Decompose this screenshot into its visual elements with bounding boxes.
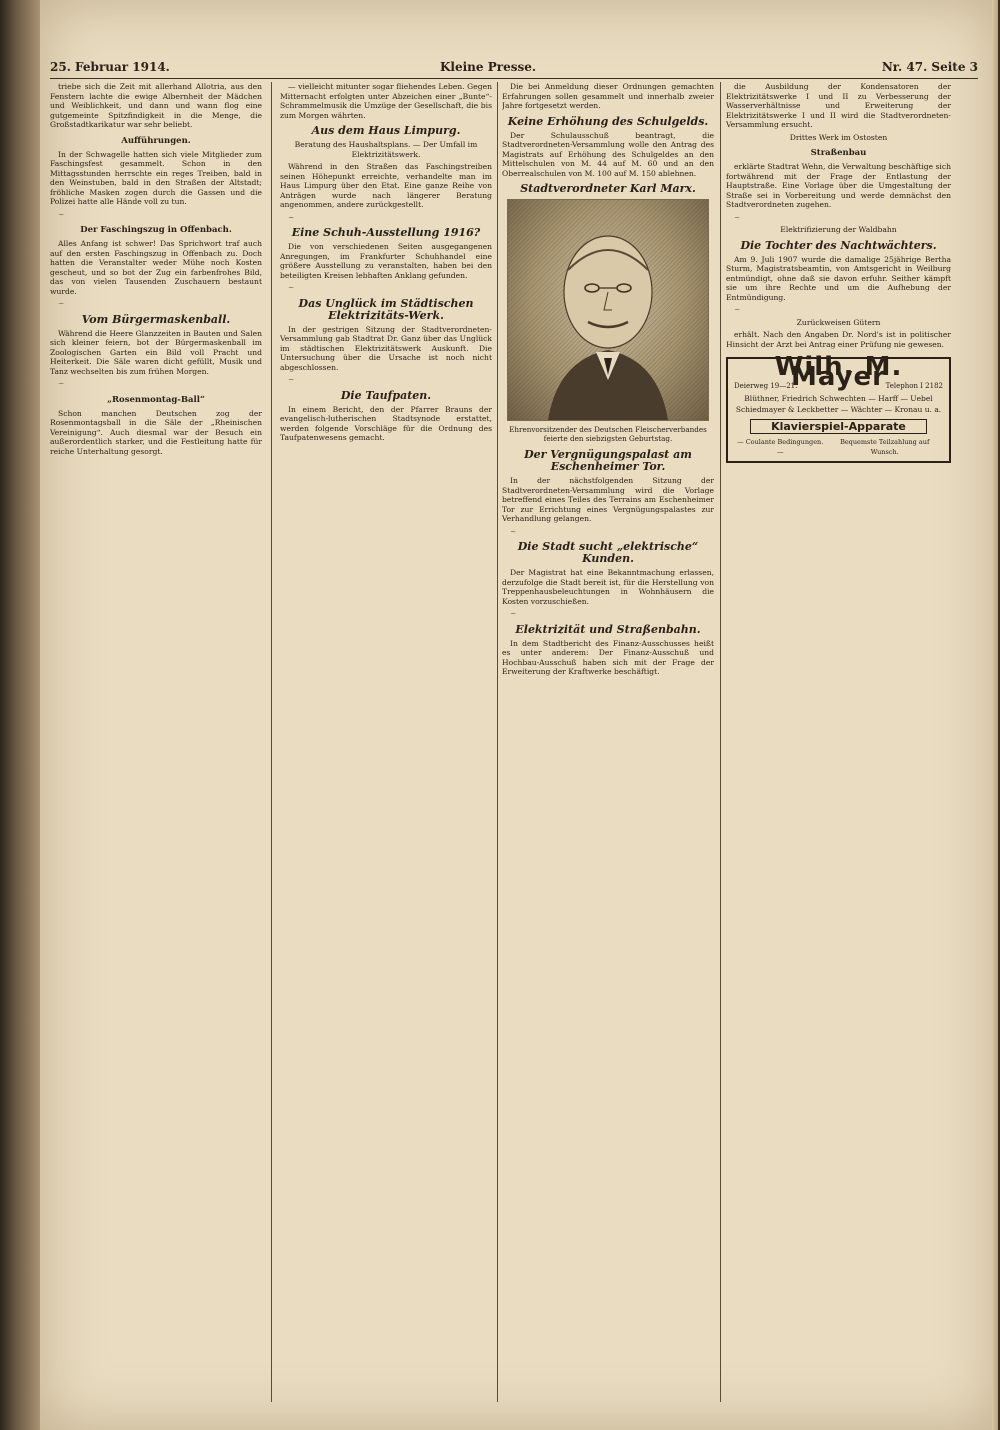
article-heading: Das Unglück im Städtischen Elektrizitäts-Werk. — [298, 296, 474, 322]
issue-date: 25. Februar 1914. — [50, 60, 170, 74]
article-heading: Aus dem Haus Limpurg. — [311, 124, 461, 137]
article-heading: „Rosenmontag-Ball“ — [107, 394, 205, 405]
article-text: In der Schwagelle hatten sich viele Mitglieder zum Faschingsfest gesammelt. Schon in den Mittagsstunden herrschte ein reges Treiben, bald in den Weinstuben, bald in den Straßen der Altstadt; fröhliche Masken zogen durch die Gassen und die Polizei hatte alle Hände voll zu tun. — [50, 149, 262, 206]
ad-payment: Bequemste Teilzahlung auf Wunsch. — [840, 438, 930, 456]
article-heading: Elektrizität und Straßenbahn. — [515, 622, 701, 636]
column-rule — [271, 82, 272, 1402]
paper-title: Kleine Presse. — [440, 60, 537, 74]
article-heading: Die Tochter des Nachtwächters. — [740, 238, 937, 252]
article-text: die Ausbildung der Kondensatoren der Elektrizitätswerke I und II zu Verbesserung der Wasserverhältnisse und Erweiterung der Elektrizitätswerke I und II wird die Stadtverordneten-Versammlung ersucht. — [726, 82, 951, 129]
article-heading: Die Stadt sucht „elektrische“ Kunden. — [517, 540, 699, 565]
article-text: Die von verschiedenen Seiten ausgegangenen Anregungen, im Frankfurter Schuhhandel eine größere Ausstellung zu veranstalten, haben bei den beteiligten Kreisen lebhaften Anklang gefunden. — [280, 242, 492, 280]
column-rule — [720, 82, 721, 1402]
article-text: In der nächstfolgenden Sitzung der Stadtverordneten-Versammlung wird die Vorlage betreffend eines Teiles des Terrains am Eschenheimer Tor zur Errichtung eines Vergnügungspalastes zur Verhandlung gelangen. — [502, 476, 714, 523]
ad-phone: Telephon I 2182 — [885, 382, 943, 390]
ad-brands-2: Schiedmayer & Leckbetter — Wächter — Kronau u. a. — [735, 405, 942, 414]
ad-company-name: Wilh. M. Mayer — [774, 352, 903, 392]
article-heading: Eine Schuh-Ausstellung 1916? — [291, 226, 481, 239]
article-text: Während in den Straßen das Faschingstreiben seinen Höhepunkt erreichte, verhandelte man im Haus Limpurg über den Etat. Eine ganze Reihe von Anträgen wurde nach längerer Beratung angenommen, andere zurückgestellt. — [280, 162, 492, 209]
article-heading: Die Taufpaten. — [340, 388, 432, 402]
ad-product-box: Klavierspiel-Apparate — [750, 419, 927, 435]
column-2: — vielleicht mitunter sogar fliehendes Leben. Gegen Mitternacht erfolgten unter Abzeichen einer „Bunte“-Schrammelmusik die Umzüge der Gesellschaft, die bis zum Morgen währten. Aus dem Haus Limpurg. Beratung des Haushaltsplans. — Der Umfall im Elektrizitätswerk. Während in den Straßen das Faschingstreiben seinen Höhepunkt erreichte, verhandelte man im Haus Limpurg über den Etat. Eine ganze Reihe von Anträgen wurde nach längerer Beratung angenommen, andere zurückgestellt. ~ Eine Schuh-Ausstellung 1916? Die von verschiedenen Seiten ausgegangenen Anregungen, im Frankfurter Schuhhandel eine größere Ausstellung zu veranstalten, haben bei den beteiligten Kreisen lebhaften Anklang gefunden. ~ Das Unglück im Städtischen Elektrizitäts-Werk. In der gestrigen Sitzung der Stadtverordneten-Versammlung gab Stadtrat Dr. Ganz über das Unglück im städtischen Elektrizitätswerk Auskunft. Die Untersuchung über die Ursache ist noch nicht abgeschlossen. ~ Die Taufpaten. In einem Bericht, den der Pfarrer Brauns der evangelisch-lutherischen Stadtsynode erstattet, werden folgende Vorschläge für die Ordnung des Taufpatenwesens gemacht. — [280, 82, 492, 442]
ad-terms: — Coulante Bedingungen. — — [737, 438, 824, 456]
article-text: Am 9. Juli 1907 wurde die damalige 25jährige Bertha Sturm, Magistratsbeamtin, von Amtsgericht in Weilburg entmündigt, ohne daß sie davon erfuhr. Seither kämpft sie um ihre Rechte und um die Aufhebung der Entmündigung. — [726, 254, 951, 302]
article-text: Der Schulausschuß beantragt, die Stadtverordneten-Versammlung wolle den Antrag des Magistrats auf Erhöhung des Schulgeldes an den Mittelschulen von M. 44 auf M. 60 und an den Oberrealschulen von M. 100 auf M. 150 ablehnen. — [502, 130, 714, 178]
article-text: In einem Bericht, den der Pfarrer Brauns der evangelisch-lutherischen Stadtsynode erstattet, werden folgende Vorschläge für die Ordnung des Taufpatenwesens gemacht. — [280, 404, 492, 442]
article-text: Alles Anfang ist schwer! Das Sprichwort traf auch auf den ersten Faschingszug in Offenbach zu. Doch hatten die Veranstalter weder Mühe noch Kosten gescheut, und so bot der Zug ein farbenfrohes Bild, das von vielen Tausenden Zuschauern bestaunt wurde. — [50, 239, 262, 296]
newspaper-page — [40, 0, 998, 1430]
page-header — [50, 58, 978, 79]
article-heading: Keine Erhöhung des Schulgelds. — [507, 114, 709, 128]
article-text: Die bei Anmeldung dieser Ordnungen gemachten Erfahrungen sollen gesammelt und innerhalb zweier Jahre fortgesetzt werden. — [502, 82, 714, 110]
article-text: — vielleicht mitunter sogar fliehendes Leben. Gegen Mitternacht erfolgten unter Abzeichen einer „Bunte“-Schrammelmusik die Umzüge der Gesellschaft, die bis zum Morgen währten. — [280, 82, 492, 120]
column-3: Die bei Anmeldung dieser Ordnungen gemachten Erfahrungen sollen gesammelt und innerhalb zweier Jahre fortgesetzt werden. Keine Erhöhung des Schulgelds. Der Schulausschuß beantragt, die Stadtverordneten-Versammlung wolle den Antrag des Magistrats auf Erhöhung des Schulgeldes an den Mittelschulen von M. 44 auf M. 60 und an den Oberrealschulen von M. 100 auf M. 150 ablehnen. Stadtverordneter Karl Marx. Ehrenvorsitzender des Deutschen Fleischerverbandes feierte den siebzigsten Geburtstag. Der Vergnügungspalast am Eschenheimer Tor. In der nächstfolgenden Sitzung der Stadtverordneten-Versammlung wird die Vorlage betreffend eines Teiles des Terrains am Eschenheimer Tor zur Errichtung eines Vergnügungspalastes zur Verhandlung gelangen. ~ Die Stadt sucht „elektrische“ Kunden. Der Magistrat hat eine Bekanntmachung erlassen, derzufolge die Stadt bereit ist, für die Herstellung von Treppenhausbeleuchtungen in Wohnhäusern die Kosten vorzuschießen. ~ Elektrizität und Straßenbahn. In dem Stadtbericht des Finanz-Ausschusses heißt es unter anderem: Der Finanz-Ausschuß und Hochbau-Ausschuß haben sich mit der Frage der Erweiterung der Kraftwerke beschäftigt. — [502, 82, 714, 676]
article-heading: Stadtverordneter Karl Marx. — [520, 182, 696, 195]
ad-address: Deierweg 19—21. — [734, 382, 798, 390]
book-binding — [0, 0, 40, 1430]
article-text: Während die Heere Glanzzeiten in Bauten und Salen sich kleiner feiern, bot der Bürgermaskenball im Zoologischen Garten ein Bild voll Pracht und Heiterkeit. Die Säle waren dicht gefüllt, Musik und Tanz wechselten bis zum frühen Morgen. — [50, 328, 262, 376]
article-heading: Vom Bürgermaskenball. — [81, 312, 231, 326]
ad-brands: Blüthner, Friedrich Schwechten — Harff — Uebel — [744, 393, 933, 403]
issue-number: Nr. 47. Seite 3 — [881, 60, 978, 74]
article-text: In der gestrigen Sitzung der Stadtverordneten-Versammlung gab Stadtrat Dr. Ganz über das Unglück im städtischen Elektrizitätswerk Auskunft. Die Untersuchung über die Ursache ist noch nicht abgeschlossen. — [280, 324, 492, 372]
portrait-image — [507, 199, 709, 421]
article-text: Der Magistrat hat eine Bekanntmachung erlassen, derzufolge die Stadt bereit ist, für die Herstellung von Treppenhausbeleuchtungen in Wohnhäusern die Kosten vorzuschießen. — [502, 568, 714, 606]
article-subheading: Drittes Werk im Ostosten — [789, 132, 888, 142]
article-heading: Straßenbau — [810, 148, 867, 158]
portrait-caption: Ehrenvorsitzender des Deutschen Fleischerverbandes feierte den siebzigsten Geburtstag. — [509, 425, 707, 443]
article-text: triebe sich die Zeit mit allerhand Allotria, aus den Fenstern lachte die ewige Albernheit der Mädchen und Weiblichkeit, und dann und wann flog eine gutgemeinte Spitzfindigkeit in die Menge, die Großstadtkarikatur war sehr beliebt. — [50, 82, 262, 129]
article-text: erklärte Stadtrat Wehn, die Verwaltung beschäftige sich fortwährend mit der Frage der Entlastung der Hauptstraße. Eine Vorlage über die Umgestaltung der Straße sei in Vorbereitung und werde demnächst den Stadtverordneten zugehen. — [726, 162, 951, 209]
column-1: triebe sich die Zeit mit allerhand Allotria, aus den Fenstern lachte die ewige Albernheit der Mädchen und Weiblichkeit, und dann und wann flog eine gutgemeinte Spitzfindigkeit in die Menge, die Großstadtkarikatur war sehr beliebt. Aufführungen. In der Schwagelle hatten sich viele Mitglieder zum Faschingsfest gesammelt. Schon in den Mittagsstunden herrschte ein reges Treiben, bald in den Weinstuben, bald in den Straßen der Altstadt; fröhliche Masken zogen durch die Gassen und die Polizei hatte alle Hände voll zu tun. ~ Der Faschingszug in Offenbach. Alles Anfang ist schwer! Das Sprichwort traf auch auf den ersten Faschingszug in Offenbach zu. Doch hatten die Veranstalter weder Mühe noch Kosten gescheut, und so bot der Zug ein farbenfrohes Bild, das von vielen Tausenden Zuschauern bestaunt wurde. ~ Vom Bürgermaskenball. Während die Heere Glanzzeiten in Bauten und Salen sich kleiner feiern, bot der Bürgermaskenball im Zoologischen Garten ein Bild voll Pracht und Heiterkeit. Die Säle waren dicht gefüllt, Musik und Tanz wechselten bis zum frühen Morgen. ~ „Rosenmontag-Ball“ Schon manchen Deutschen zog der Rosenmontagsball in die Säle der „Rheinischen Vereinigung“. Auch diesmal war der Besuch ein außerordentlich starker, und die Festleitung hatte für reiche Unterhaltung gesorgt. — [50, 82, 262, 456]
article-subheading: Zurückweisen Gütern — [796, 317, 881, 327]
article-heading: Der Vergnügungspalast am Eschenheimer Tor. — [524, 448, 692, 473]
article-text: Schon manchen Deutschen zog der Rosenmontagsball in die Säle der „Rheinischen Vereinigung“. Auch diesmal war der Besuch ein außerordentlich starker, und die Festleitung hatte für reiche Unterhaltung gesorgt. — [50, 408, 262, 456]
article-heading: Der Faschingszug in Offenbach. — [80, 225, 232, 235]
column-4: die Ausbildung der Kondensatoren der Elektrizitätswerke I und II zu Verbesserung der Wasserverhältnisse und Erweiterung der Elektrizitätswerke I und II wird die Stadtverordneten-Versammlung ersucht. Drittes Werk im Ostosten Straßenbau erklärte Stadtrat Wehn, die Verwaltung beschäftige sich fortwährend mit der Frage der Entlastung der Hauptstraße. Eine Vorlage über die Umgestaltung der Straße sei in Vorbereitung und werde demnächst den Stadtverordneten zugehen. ~ Elektrifizierung der Waldbahn Die Tochter des Nachtwächters. Am 9. Juli 1907 wurde die damalige 25jährige Bertha Sturm, Magistratsbeamtin, von Amtsgericht in Weilburg entmündigt, ohne daß sie davon erfuhr. Seither kämpft sie um ihre Rechte und um die Aufhebung der Entmündigung. ~ Zurückweisen Gütern erhält. Nach den Angaben Dr. Nord's ist in politischer Hinsicht der Arzt bei Antrag einer Prüfung nie gewesen. Wilh. M. Mayer Deierweg 19—21. Telephon I 2182 Blüthner, Friedrich Schwechten — Harff — Uebel Schiedmayer & Leckbetter — Wächter — Kronau u. a. Klavierspiel-Apparate — Coulante Bedingungen. — Bequemste Teilzahlung auf Wunsch. — [726, 82, 951, 1402]
column-rule — [497, 82, 498, 1402]
article-heading: Aufführungen. — [121, 135, 191, 146]
article-subheading: Beratung des Haushaltsplans. — Der Umfall im Elektrizitätswerk. — [294, 140, 478, 159]
article-text: In dem Stadtbericht des Finanz-Ausschusses heißt es unter anderem: Der Finanz-Ausschuß und Hochbau-Ausschuß haben sich mit der Frage der Erweiterung der Kraftwerke beschäftigt. — [502, 638, 714, 676]
advertisement — [726, 352, 951, 463]
article-text: erhält. Nach den Angaben Dr. Nord's ist in politischer Hinsicht der Arzt bei Antrag einer Prüfung nie gewesen. — [726, 330, 951, 349]
article-subheading: Elektrifizierung der Waldbahn — [780, 225, 897, 234]
